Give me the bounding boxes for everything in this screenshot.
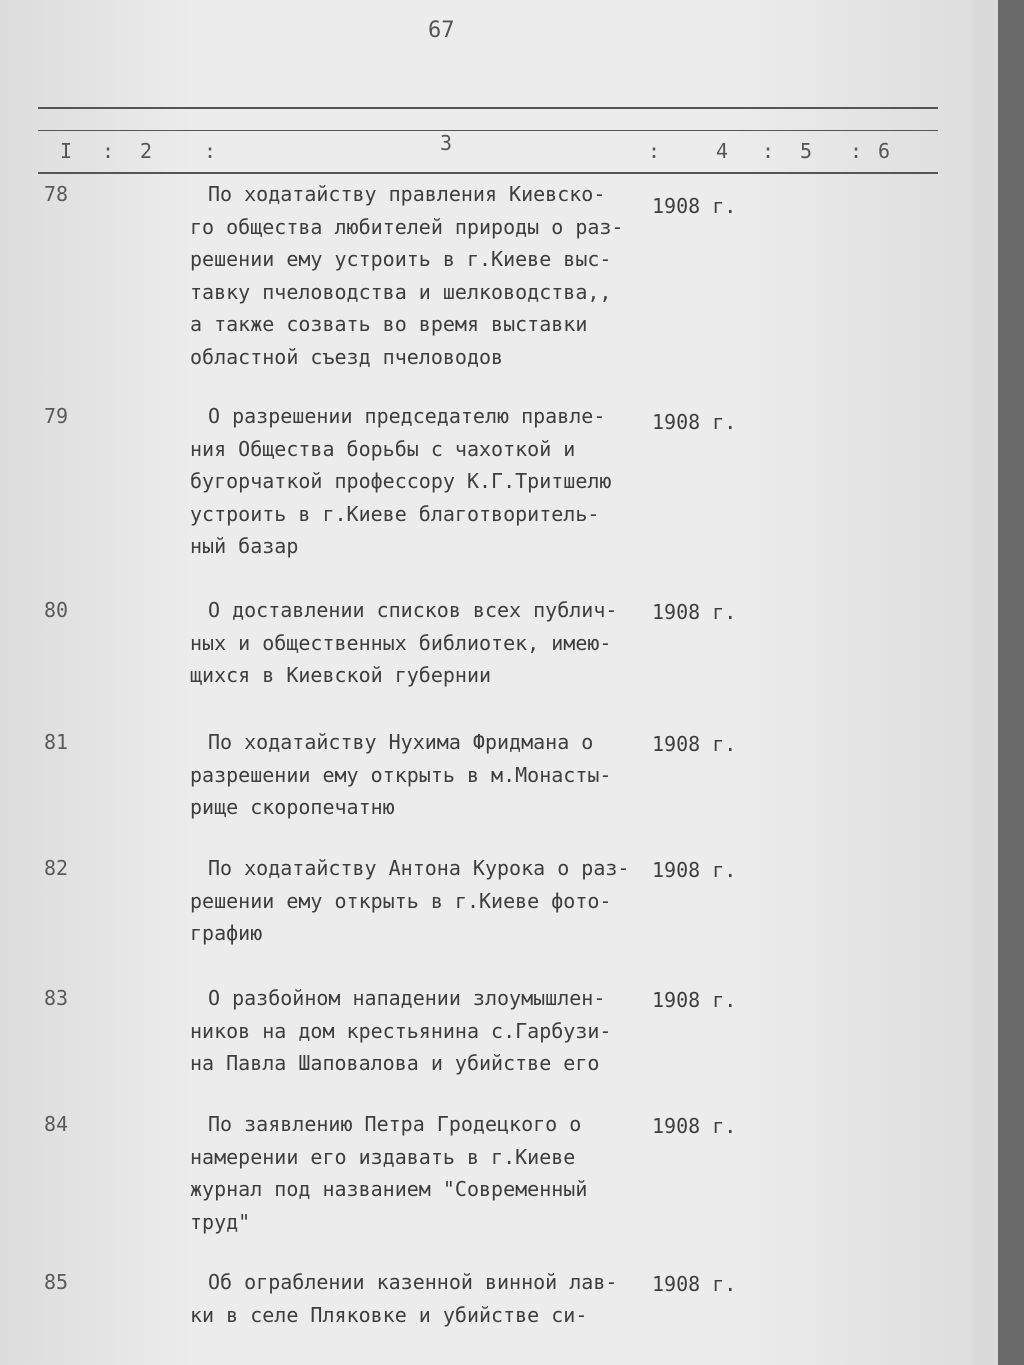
- text-line: устроить в г.Киеве благотворитель-: [190, 501, 600, 526]
- row-description: [190, 1266, 670, 1331]
- row-description: [190, 1108, 670, 1238]
- column-header-4: 4: [716, 139, 729, 163]
- row-date: 1908 г.: [652, 194, 737, 218]
- text-line: решении ему открыть в г.Киеве фото-: [190, 888, 612, 913]
- column-header-1: I: [60, 139, 73, 163]
- row-description: [190, 178, 670, 373]
- text-line: По ходатайству правления Киевско-: [208, 182, 606, 206]
- row-description: [190, 726, 670, 824]
- column-separator: :: [850, 139, 863, 163]
- row-date: 1908 г.: [652, 988, 737, 1012]
- row-date: 1908 г.: [652, 410, 737, 434]
- row-number: 85: [44, 1270, 69, 1294]
- text-line: О разрешении председателю правле-: [208, 404, 606, 428]
- text-line: го общества любителей природы о раз-: [190, 214, 624, 239]
- column-separator: :: [102, 139, 115, 163]
- text-line: областной съезд пчеловодов: [190, 344, 504, 369]
- text-line: тавку пчеловодства и шелководства,,: [190, 279, 612, 304]
- text-line: рище скоропечатню: [190, 795, 395, 819]
- row-number: 80: [44, 598, 69, 622]
- header-rule-bottom: [38, 172, 938, 174]
- column-header-2: 2: [140, 139, 153, 163]
- row-date: 1908 г.: [652, 1272, 737, 1296]
- column-separator: :: [648, 139, 661, 163]
- text-line: Об ограблении казенной винной лав-: [208, 1270, 618, 1294]
- row-date: 1908 г.: [652, 858, 737, 882]
- row-number: 78: [44, 182, 69, 206]
- text-line: О доставлении списков всех публич-: [208, 598, 618, 622]
- background-shadow: [998, 0, 1024, 1365]
- column-separator: :: [204, 139, 217, 163]
- text-line: на Павла Шаповалова и убийстве его: [190, 1051, 600, 1075]
- text-line: ников на дом крестьянина с.Гарбузи-: [190, 1018, 612, 1043]
- column-header-5: 5: [800, 139, 813, 163]
- row-number: 82: [44, 856, 69, 880]
- header-rule-top: [38, 107, 938, 109]
- text-line: разрешении ему открыть в м.Монасты-: [190, 762, 612, 787]
- text-line: графию: [190, 921, 263, 945]
- row-description: [190, 982, 670, 1080]
- text-line: намерении его издавать в г.Киеве: [190, 1144, 576, 1169]
- row-date: 1908 г.: [652, 1114, 737, 1138]
- row-number: 81: [44, 730, 69, 754]
- text-line: журнал под названием "Современный: [190, 1177, 588, 1201]
- text-line: О разбойном нападении злоумышлен-: [208, 986, 606, 1010]
- text-line: По ходатайству Нухима Фридмана о: [208, 730, 594, 754]
- text-line: ных и общественных библиотек, имею-: [190, 630, 612, 655]
- row-number: 79: [44, 404, 69, 428]
- text-line: труд": [190, 1209, 251, 1234]
- row-date: 1908 г.: [652, 732, 737, 756]
- text-line: щихся в Киевской губернии: [190, 663, 492, 687]
- text-line: ния Общества борьбы с чахоткой и: [190, 436, 576, 461]
- header-rule-top-thin: [38, 130, 938, 131]
- column-header-6: 6: [878, 139, 891, 163]
- column-separator: :: [762, 139, 775, 163]
- row-description: [190, 594, 670, 692]
- row-date: 1908 г.: [652, 600, 737, 624]
- text-line: решении ему устроить в г.Киеве выс-: [190, 247, 612, 271]
- row-description: [190, 400, 670, 563]
- row-number: 83: [44, 986, 69, 1010]
- text-line: ки в селе Пляковке и убийстве си-: [190, 1302, 588, 1327]
- column-header-3: 3: [440, 131, 453, 155]
- page-number: 67: [428, 18, 455, 43]
- row-description: [190, 852, 670, 950]
- text-line: бугорчаткой профессору К.Г.Тритшелю: [190, 469, 612, 493]
- row-number: 84: [44, 1112, 69, 1136]
- text-line: ный базар: [190, 534, 299, 558]
- text-line: По заявлению Петра Гродецкого о: [208, 1112, 582, 1136]
- text-line: а также созвать во время выставки: [190, 312, 588, 336]
- text-line: По ходатайству Антона Курока о раз-: [208, 856, 630, 880]
